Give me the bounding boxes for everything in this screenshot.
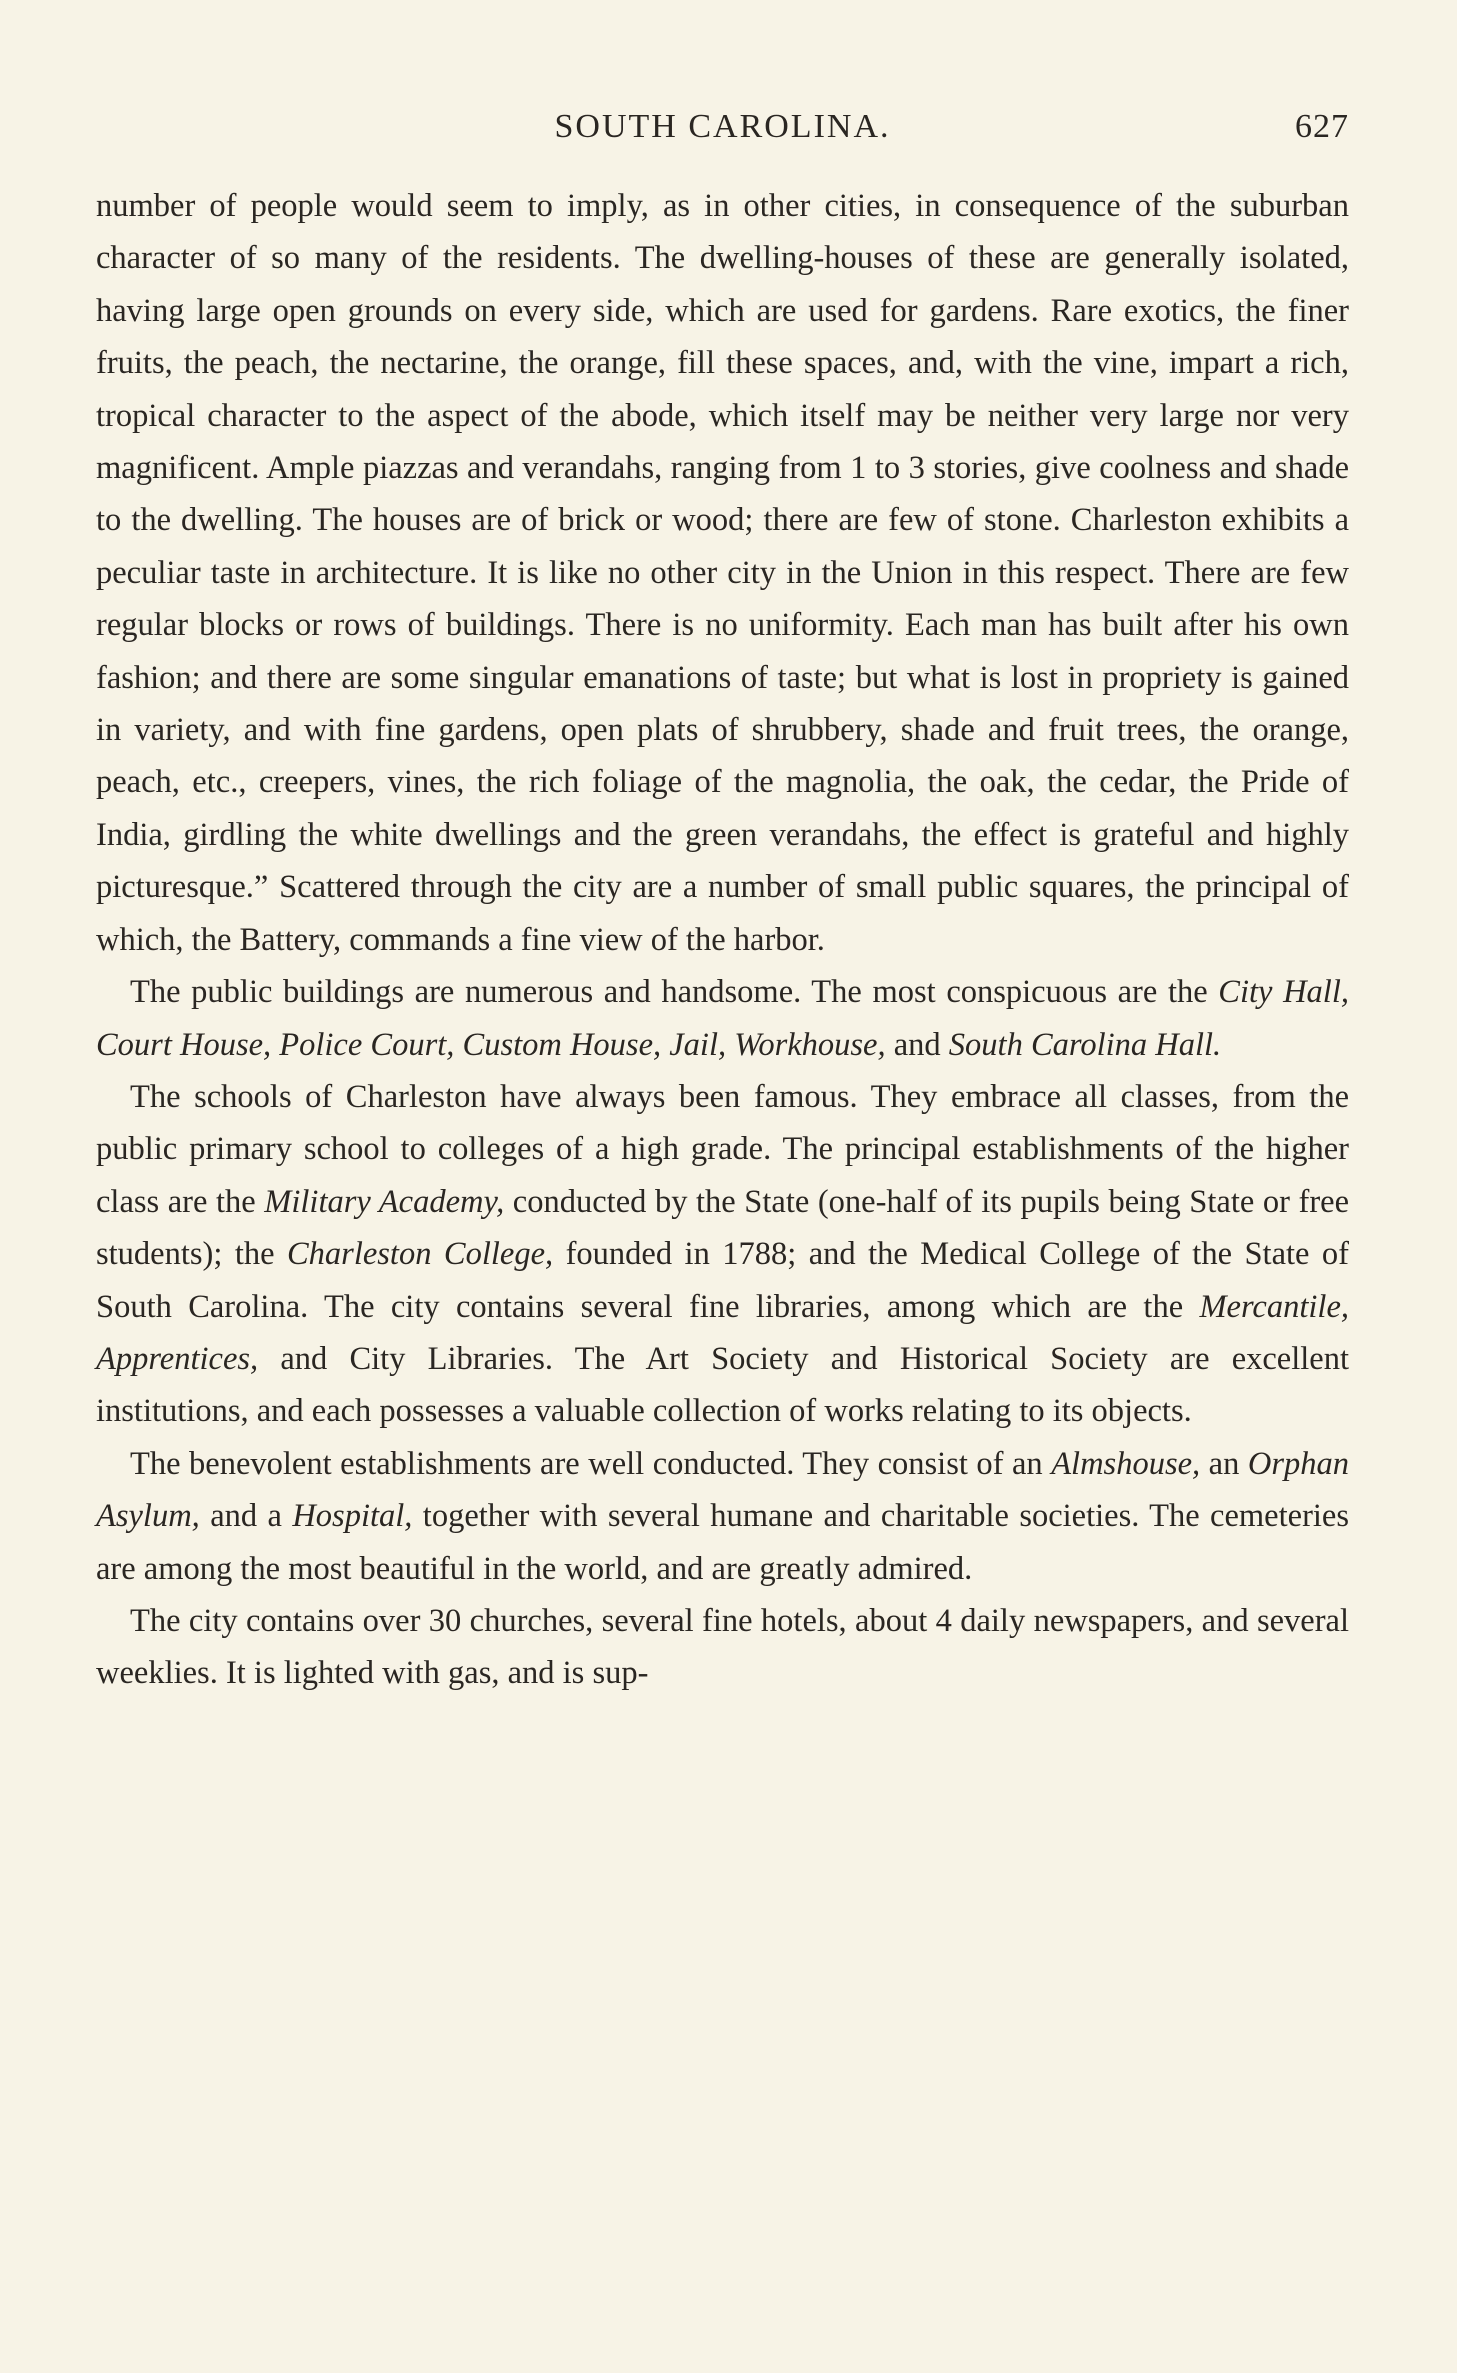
paragraph-residences bbox=[96, 180, 1349, 966]
italic-institution-name: Charleston College, bbox=[287, 1236, 554, 1273]
paragraph-churches bbox=[96, 1595, 1349, 1700]
italic-building-name: South Carolina Hall. bbox=[948, 1026, 1222, 1063]
italic-institution-name: Almshouse, bbox=[1051, 1445, 1201, 1482]
paragraph-text: The benevolent establishments are well conducted. They consist of an bbox=[130, 1445, 1052, 1482]
paragraph-text: founded in 1788; and the Medical College of the State of South Carolina. The city contains several fine libraries, among which are the bbox=[96, 1236, 1349, 1325]
body-text bbox=[96, 180, 1349, 1700]
paragraph-text: and City Libraries. The Art Society and Historical Society are excellent institutions, and each possesses a valuable collection of works relating to its objects. bbox=[96, 1340, 1349, 1430]
paragraph-schools bbox=[96, 1071, 1349, 1438]
page-number: 627 bbox=[1295, 108, 1349, 145]
italic-building-names: City Hall, Court House, Police Court, Custom House, Jail, Workhouse, bbox=[96, 974, 1349, 1063]
paragraph-public-buildings bbox=[96, 966, 1349, 1071]
paragraph-text: together with several humane and charitable societies. The cemeteries are among the most beautiful in the world, and are greatly admired. bbox=[96, 1498, 1349, 1587]
paragraph-text: The city contains over 30 churches, several fine hotels, about 4 daily newspapers, and several weeklies. It is lighted with gas, and is sup- bbox=[96, 1602, 1349, 1692]
paragraph-text: and bbox=[885, 1026, 949, 1063]
italic-institution-name: Orphan Asylum, bbox=[96, 1445, 1349, 1535]
paragraph-text: and a bbox=[199, 1498, 293, 1535]
paragraph-benevolent bbox=[96, 1438, 1349, 1595]
paragraph-text: number of people would seem to imply, as in other cities, in consequence of the suburban character of so many of the residents. The dwelling-houses of these are generally isolated, having large open grounds on every side, which are used for gardens. Rare exotics, the finer fruits, the peach, the nectarine, the orange, fill these spaces, and, with the vine, impart a rich, tropical character to the aspect of the abode, which itself may be neither very large nor very magnificent. Ample piazzas and verandahs, ranging from 1 to 3 stories, give coolness and shade to the dwelling. The houses are of brick or wood; there are few of stone. Charleston exhibits a peculiar taste in architecture. It is like no other city in the Union in this respect. There are few regular blocks or rows of buildings. There is no uniformity. Each man has built after his own fashion; and there are some singular emanations of taste; but what is lost in propriety is gained in variety, and with fine gardens, open plats of shrubbery, shade and fruit trees, the orange, peach, etc., creepers, vines, the rich foliage of the magnolia, the oak, the cedar, the Pride of India, girdling the white dwellings and the green verandahs, the effect is grateful and highly picturesque.” Scattered through the city are a number of small public squares, the principal of which, the Battery, commands a fine view of the harbor. bbox=[96, 188, 1349, 958]
paragraph-text: an bbox=[1200, 1445, 1248, 1482]
italic-library-names: Mercantile, Apprentices, bbox=[96, 1288, 1349, 1377]
paragraph-text: conducted by the State (one-half of its pupils being State or free students); the bbox=[96, 1183, 1349, 1273]
running-title: SOUTH CAROLINA. bbox=[554, 108, 891, 145]
running-head bbox=[96, 108, 1349, 158]
italic-institution-name: Hospital, bbox=[292, 1498, 413, 1535]
italic-institution-name: Military Academy, bbox=[264, 1183, 505, 1220]
paragraph-text: The schools of Charleston have always been famous. They embrace all classes, from the public primary school to colleges of a high grade. The principal establishments of the higher class are the bbox=[96, 1078, 1349, 1220]
paragraph-text: The public buildings are numerous and handsome. The most conspicuous are the bbox=[130, 974, 1219, 1011]
